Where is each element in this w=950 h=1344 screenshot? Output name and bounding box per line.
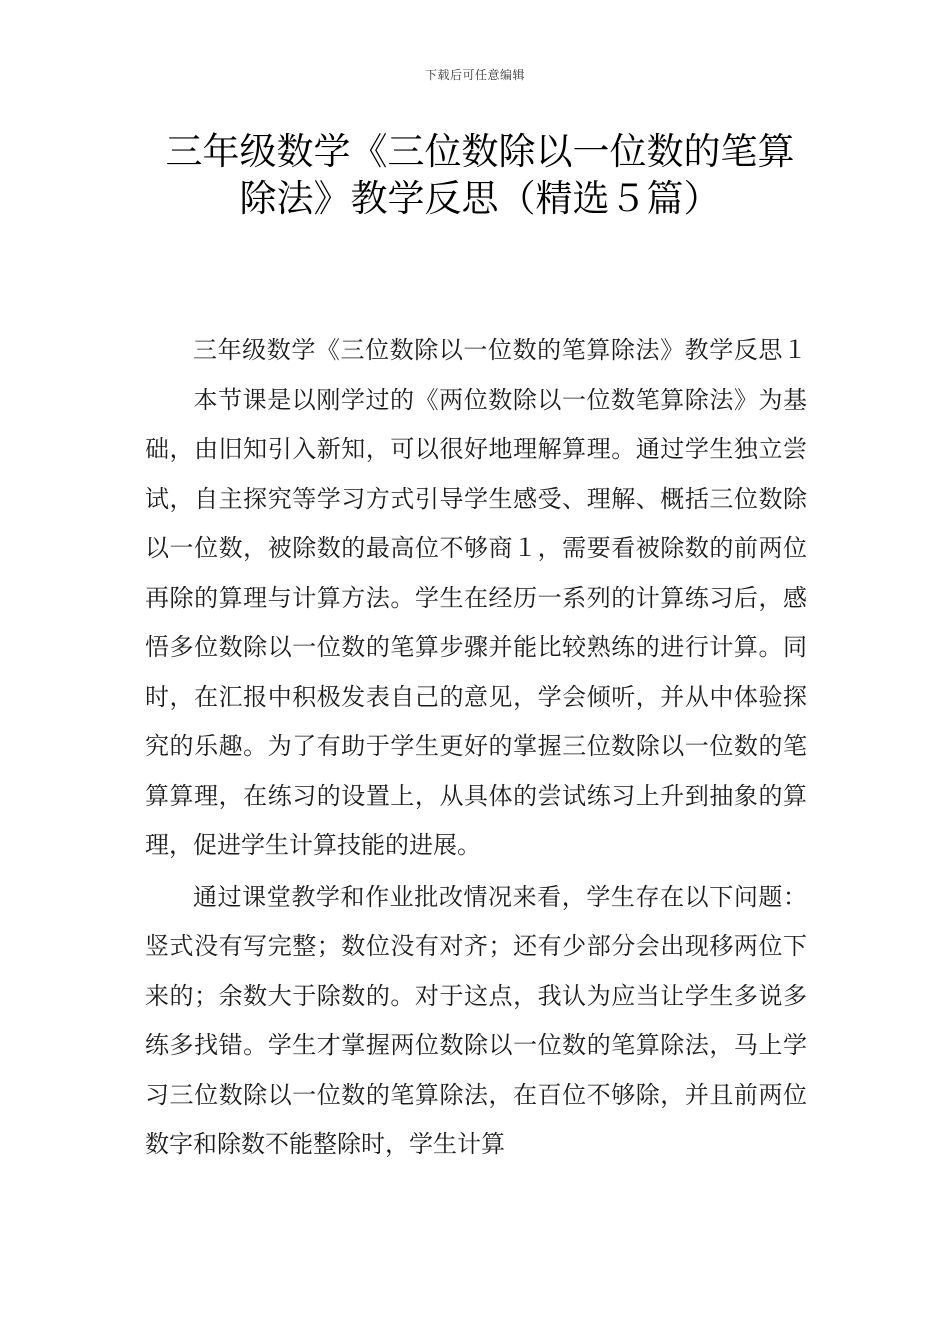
document-body [145,326,807,1170]
paragraph-2-text: 通过课堂教学和作业批改情况来看，学生存在以下问题：竖式没有写完整；数位没有对齐；还有少部分会出现移两位下来的；余数大于除数的。对于这点，我认为应当让学生多说多练多找错。学生才掌握两位数除以一位数的笔算除法，马上学习三位数除以一位数的笔算除法，在百位不够除，并且前两位数字和除数不能整除时，学生计算 [145,882,807,1158]
paragraph-2 [145,873,807,1170]
document-title: 三年级数学《三位数除以一位数的笔算除法》教学反思（精选５篇） [165,130,795,220]
paragraph-1-heading: 三年级数学《三位数除以一位数的笔算除法》教学反思１ [193,336,807,364]
paragraph-1 [145,326,807,871]
paragraph-1-text: 本节课是以刚学过的《两位数除以一位数笔算除法》为基础，由旧知引入新知，可以很好地理解算理。通过学生独立尝试，自主探究等学习方式引导学生感受、理解、概括三位数除以一位数，被除数的最高位不够商１，需要看被除数的前两位再除的算理与计算方法。学生在经历一系列的计算练习后，感悟多位数除以一位数的笔算步骤并能比较熟练的进行计算。同时，在汇报中积极发表自己的意见，学会倾听，并从中体验探究的乐趣。为了有助于学生更好的掌握三位数除以一位数的笔算算理，在练习的设置上，从具体的尝试练习上升到抽象的算理，促进学生计算技能的进展。 [145,385,807,859]
header-note: 下载后可任意编辑 [424,68,525,82]
